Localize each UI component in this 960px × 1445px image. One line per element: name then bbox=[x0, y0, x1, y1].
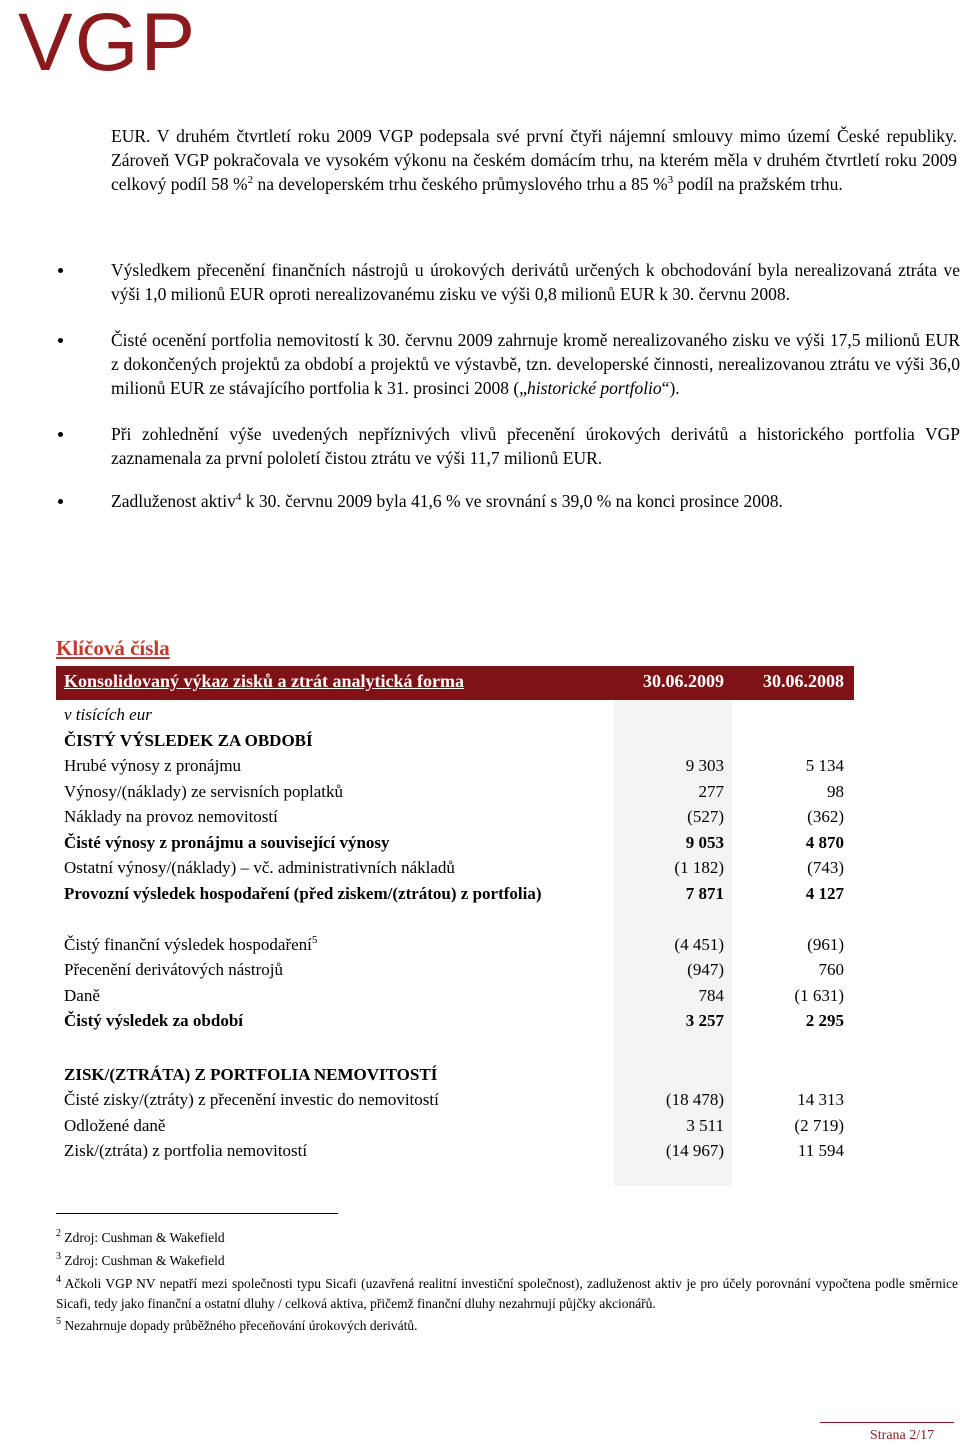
table-row: Přecenění derivátových nástrojů (947) 760 bbox=[64, 960, 844, 979]
footnotes bbox=[56, 1226, 958, 1337]
table-row: Daně 784 (1 631) bbox=[64, 985, 844, 1005]
footnote: $^4$ Ačkoli VGP NV nepatří mezi společnosti typu Sicafi (uzavřená realitní investiční společnost), zadluženost aktiv je pro účely porovnání vypočtena podle směrnice Sicafi, tedy jako finanční a ostatní dluhy / celková aktiva, přičemž finanční dluhy nezahrnují půjčky akcionářů. bbox=[56, 1274, 958, 1311]
footnote-divider bbox=[56, 1213, 338, 1214]
financial-table bbox=[56, 702, 856, 1164]
table-row: Odložené daně 3 511 (2 719) bbox=[64, 1115, 844, 1135]
column-header-2008: 30.06.2008 bbox=[763, 671, 844, 691]
page-number: Strana 2/17 bbox=[870, 1428, 935, 1443]
table-row: Provozní výsledek hospodaření (před ziskem/(ztrátou) z portfolia) 7 871 4 127 bbox=[64, 883, 844, 903]
table-row: Ostatní výnosy/(náklady) – vč. administrativních nákladů (1 182) (743) bbox=[64, 858, 844, 877]
column-header-2009: 30.06.2009 bbox=[643, 671, 724, 691]
footnote: $^3$ Zdroj: Cushman & Wakefield bbox=[56, 1251, 225, 1268]
section-title: Klíčová čísla bbox=[56, 636, 170, 660]
table-row: Hrubé výnosy z pronájmu 9 303 5 134 bbox=[64, 756, 844, 775]
table-row: Čisté zisky/(ztráty) z přecenění investic do nemovitostí (18 478) 14 313 bbox=[64, 1090, 844, 1109]
table-row: Náklady na provoz nemovitostí (527) (362) bbox=[64, 807, 844, 826]
table-row: v tisících eur bbox=[64, 705, 152, 724]
table-title: Konsolidovaný výkaz zisků a ztrát analytická forma bbox=[64, 671, 465, 691]
table-row: Zisk/(ztráta) z portfolia nemovitostí (14 967) 11 594 bbox=[64, 1141, 844, 1160]
table-header bbox=[56, 666, 854, 700]
bullet-item: Čisté ocenění portfolia nemovitostí k 30. červnu 2009 zahrnuje kromě nerealizovaného zisku ve výši 17,5 milionů EUR z dokončených projektů za období a projektů ve výstavbě, tzn. developerské činnosti, nerealizovanou ztrátu ve výši 36,0 milionů EUR ze stávajícího portfolia k 31. prosinci 2008 („historické portfolio“). bbox=[56, 328, 960, 400]
footnote: $^5$ Nezahrnuje dopady průběžného přeceňování úrokových derivátů. bbox=[56, 1316, 418, 1333]
bullet-item: Při zohlednění výše uvedených nepříznivých vlivů přecenění úrokových derivátů a historického portfolia VGP zaznamenala za první pololetí čistou ztrátu ve výši 11,7 milionů EUR. bbox=[56, 422, 960, 470]
table-row: Čisté výnosy z pronájmu a související výnosy 9 053 4 870 bbox=[64, 832, 844, 852]
table-section-heading: ZISK/(ZTRÁTA) Z PORTFOLIA NEMOVITOSTÍ bbox=[64, 1064, 438, 1084]
bullet-item: Zadluženost aktiv$^4$ k 30. červnu 2009 byla 41,6 % ve srovnání s 39,0 % na konci prosince 2008. bbox=[56, 489, 960, 513]
intro-paragraph: EUR. V druhém čtvrtletí roku 2009 VGP podepsala své první čtyři nájemní smlouvy mimo území České republiky. Zároveň VGP pokračovala ve vysokém výkonu na českém domácím trhu, na kterém měla v druhém čtvrtletí roku 2009 celkový podíl 58 %$^2$ na developerském trhu českého průmyslového trhu a 85 %$^3$ podíl na pražském trhu. bbox=[111, 126, 957, 194]
table-row: Výnosy/(náklady) ze servisních poplatků 277 98 bbox=[64, 781, 844, 801]
table-row: Čistý finanční výsledek hospodaření$^5$ (4 451) (961) bbox=[64, 933, 844, 954]
page-number-divider bbox=[820, 1422, 954, 1423]
footnote: $^2$ Zdroj: Cushman & Wakefield bbox=[56, 1228, 225, 1245]
logo-area bbox=[0, 0, 218, 88]
bullet-item: Výsledkem přecenění finančních nástrojů u úrokových derivátů určených k obchodování byla nerealizovaná ztráta ve výši 1,0 milionů EUR oproti nerealizovanému zisku ve výši 0,8 milionů EUR k 30. červnu 2008. bbox=[56, 258, 960, 306]
bullet-list bbox=[56, 258, 960, 513]
vgp-logo: VGP bbox=[18, 0, 198, 88]
table-row: Čistý výsledek za období 3 257 2 295 bbox=[64, 1011, 844, 1030]
table-section-heading: ČISTÝ VÝSLEDEK ZA OBDOBÍ bbox=[64, 730, 313, 750]
